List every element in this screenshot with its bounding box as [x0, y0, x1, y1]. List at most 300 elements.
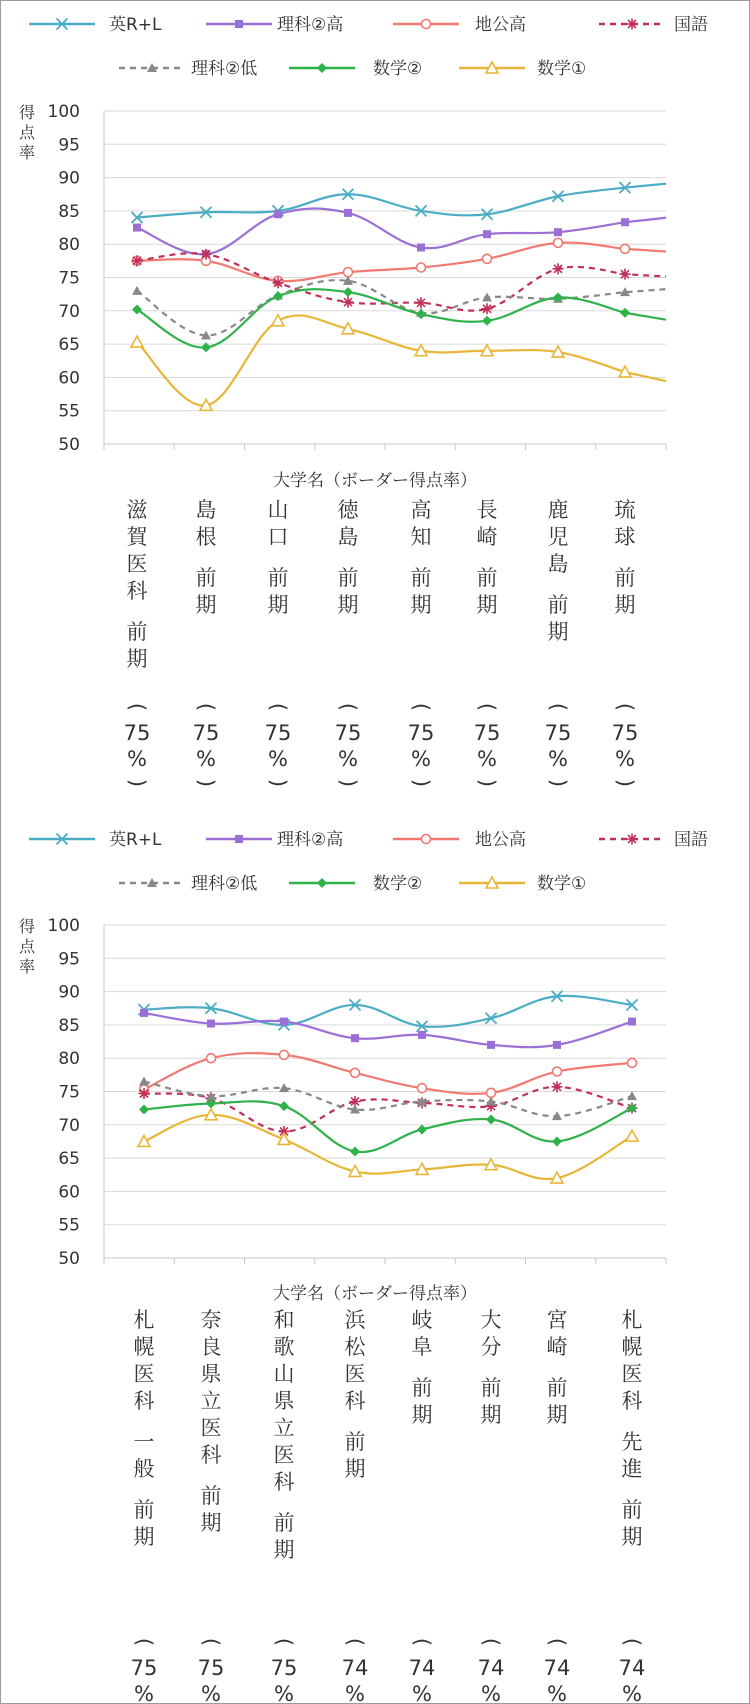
legend-marker [235, 835, 243, 843]
category-char: 医 [344, 1362, 366, 1386]
data-point [553, 1041, 561, 1049]
data-point [273, 291, 283, 301]
border-open-paren: ( [545, 1637, 569, 1647]
y-axis-label-char: 得 [18, 917, 36, 936]
border-value: 75 [407, 721, 435, 745]
y-tick-label: 95 [58, 135, 80, 156]
data-point [483, 230, 491, 238]
data-point [628, 1058, 637, 1067]
legend-marker [627, 834, 638, 845]
border-open-paren: ( [620, 1637, 644, 1647]
y-tick-label: 80 [58, 1049, 80, 1070]
y-tick-label: 80 [58, 235, 80, 256]
data-point [483, 254, 492, 263]
data-point [552, 1136, 562, 1146]
y-tick-label: 55 [58, 1215, 80, 1236]
data-point [487, 1088, 496, 1097]
data-point [628, 1018, 636, 1026]
border-open-paren: ( [343, 1637, 367, 1647]
category-char: 医 [126, 552, 148, 576]
y-tick-label: 70 [58, 301, 80, 322]
border-percent: % [338, 747, 358, 771]
legend-label: 地公高 [475, 15, 526, 35]
series-6 [131, 315, 666, 411]
data-point [417, 1124, 427, 1134]
border-value: 75 [611, 721, 639, 745]
series-2 [140, 1050, 637, 1097]
border-value: 75 [130, 1656, 158, 1680]
category-char: 札 [133, 1308, 155, 1332]
category-char: 知 [410, 525, 432, 549]
y-axis-label-char: 率 [18, 143, 36, 162]
category-border [474, 703, 501, 787]
category-label [131, 1308, 158, 1703]
category-char: 鹿 [547, 498, 569, 522]
category-char: 崎 [546, 1335, 568, 1359]
category-char: 進 [621, 1457, 643, 1481]
legend-marker [422, 20, 431, 29]
border-close-paren: ) [336, 778, 360, 788]
border-value: 74 [408, 1656, 436, 1680]
data-point [418, 1031, 426, 1039]
data-point [133, 224, 141, 232]
data-point [486, 1114, 496, 1124]
category-border [124, 703, 151, 787]
category-char: 期 [195, 593, 217, 617]
border-open-paren: ( [199, 1637, 223, 1647]
category-char: 滋 [126, 498, 148, 522]
category-char: 前 [195, 566, 217, 590]
data-point [343, 297, 354, 308]
category-char: 山 [267, 498, 289, 522]
border-percent: % [134, 1682, 154, 1703]
category-char: 札 [621, 1308, 643, 1332]
series-line [137, 289, 666, 347]
data-point [620, 308, 630, 318]
legend-label: 理科②高 [277, 15, 344, 35]
category-char: 期 [547, 620, 569, 644]
border-value: 75 [270, 1656, 298, 1680]
legend-item-4 [119, 59, 257, 79]
category-char: 期 [614, 593, 636, 617]
data-point [139, 1077, 149, 1086]
category-char: 期 [337, 593, 359, 617]
legend-label: 理科②低 [191, 874, 258, 894]
category-border [342, 1638, 369, 1703]
border-percent: % [201, 1682, 221, 1703]
category-label [342, 1308, 369, 1703]
legend-item-0 [29, 15, 162, 35]
category-char: 長 [476, 498, 498, 522]
border-percent: % [615, 747, 635, 771]
legend-label: 国語 [674, 15, 708, 35]
data-point [280, 1050, 289, 1059]
data-point [553, 1067, 562, 1076]
category-char: 期 [344, 1457, 366, 1481]
border-open-paren: ( [475, 702, 499, 712]
data-point [207, 1020, 215, 1028]
data-point [553, 263, 564, 274]
data-point [554, 238, 563, 247]
category-label [478, 1308, 505, 1703]
category-char: 前 [411, 1376, 433, 1400]
data-point [138, 1135, 150, 1146]
category-label [408, 498, 435, 787]
category-border [409, 1638, 436, 1703]
legend-item-1 [206, 15, 343, 35]
category-char: 県 [273, 1389, 295, 1413]
category-char: 崎 [476, 525, 498, 549]
series-line [144, 996, 632, 1027]
data-point [487, 1041, 495, 1049]
category-char: 高 [410, 498, 432, 522]
category-char: 賀 [126, 525, 148, 549]
category-labels [131, 1308, 646, 1703]
category-char: 宮 [546, 1308, 568, 1332]
data-point [552, 1081, 563, 1092]
legend-marker [422, 835, 431, 844]
data-point [139, 1088, 150, 1099]
y-axis-label [19, 917, 36, 976]
category-char: 琉 [614, 498, 636, 522]
border-value: 75 [334, 721, 362, 745]
border-close-paren: ) [194, 778, 218, 788]
category-border [545, 703, 572, 787]
border-open-paren: ( [272, 1637, 296, 1647]
y-tick-label: 95 [58, 949, 80, 970]
border-percent: % [196, 747, 216, 771]
category-char: 立 [273, 1416, 295, 1440]
category-char: 医 [200, 1416, 222, 1440]
border-value: 75 [192, 721, 220, 745]
category-border [198, 1638, 225, 1703]
y-tick-label: 75 [58, 268, 80, 289]
data-point [139, 1104, 149, 1114]
category-char: 岐 [411, 1308, 433, 1332]
category-char: 歌 [273, 1335, 295, 1359]
border-percent: % [345, 1682, 365, 1703]
data-point [280, 1018, 288, 1026]
category-border [335, 703, 362, 787]
border-open-paren: ( [125, 702, 149, 712]
chart-root [19, 15, 708, 787]
series-3 [139, 1081, 638, 1137]
border-percent: % [622, 1682, 642, 1703]
category-label [271, 1308, 298, 1703]
category-char: 奈 [200, 1308, 222, 1332]
legend-item-3 [599, 830, 708, 850]
category-char: 幌 [621, 1335, 643, 1359]
border-open-paren: ( [613, 702, 637, 712]
category-char: 分 [480, 1335, 502, 1359]
category-char: 島 [337, 525, 359, 549]
category-char: 期 [126, 647, 148, 671]
y-tick-label: 70 [58, 1115, 80, 1136]
border-percent: % [268, 747, 288, 771]
category-char: 期 [273, 1538, 295, 1562]
data-point [272, 315, 284, 326]
legend-label: 数学② [373, 59, 423, 79]
category-char: 球 [614, 525, 636, 549]
category-char: 前 [410, 566, 432, 590]
category-char: 前 [476, 566, 498, 590]
data-point [482, 316, 492, 326]
category-label [193, 498, 220, 787]
legend-item-6 [459, 59, 586, 79]
series-0 [132, 182, 667, 223]
data-point [273, 277, 284, 288]
category-char: 前 [344, 1430, 366, 1454]
category-char: 前 [267, 566, 289, 590]
legend [29, 15, 708, 79]
category-label [124, 498, 151, 787]
category-char: 徳 [337, 498, 359, 522]
category-char: 島 [195, 498, 217, 522]
border-close-paren: ) [266, 778, 290, 788]
category-char: 前 [200, 1484, 222, 1508]
category-char: 前 [126, 620, 148, 644]
category-label [198, 1308, 225, 1703]
category-char: 期 [133, 1525, 155, 1549]
series-line [137, 209, 666, 255]
border-value: 75 [264, 721, 292, 745]
category-char: 般 [133, 1457, 155, 1481]
series-line [137, 253, 666, 310]
category-char: 前 [480, 1376, 502, 1400]
category-char: 前 [133, 1498, 155, 1522]
category-char: 医 [133, 1362, 155, 1386]
category-char: 期 [411, 1403, 433, 1427]
x-axis-title: 大学名（ボーダー得点率） [273, 471, 477, 491]
category-border [544, 1638, 571, 1703]
category-char: 幌 [133, 1335, 155, 1359]
category-border [271, 1638, 298, 1703]
border-value: 74 [618, 1656, 646, 1680]
chart-root [19, 830, 708, 1703]
x-axis-title: 大学名（ボーダー得点率） [273, 1284, 477, 1304]
series [138, 991, 638, 1183]
border-percent: % [481, 1682, 501, 1703]
category-char: 前 [621, 1498, 643, 1522]
data-point [140, 1009, 148, 1017]
legend-item-4 [119, 874, 257, 894]
border-percent: % [412, 1682, 432, 1703]
data-point [351, 1068, 360, 1077]
legend-label: 理科②高 [277, 830, 344, 850]
category-char: 前 [546, 1376, 568, 1400]
y-tick-label: 50 [58, 435, 80, 455]
category-char: 期 [267, 593, 289, 617]
category-char: 科 [344, 1389, 366, 1413]
y-tick-label: 75 [58, 1082, 80, 1103]
category-char: 阜 [411, 1335, 433, 1359]
data-point [344, 268, 353, 277]
category-label [619, 1308, 646, 1703]
legend-label: 英R+L [109, 830, 162, 850]
category-border [265, 703, 292, 787]
data-point [626, 1130, 638, 1141]
y-axis-label-char: 得 [18, 103, 36, 122]
category-char: 一 [133, 1430, 155, 1454]
data-point [279, 1101, 289, 1111]
border-open-paren: ( [336, 702, 360, 712]
series-line [137, 184, 666, 218]
y-tick-label: 100 [47, 102, 80, 122]
category-labels [124, 498, 639, 787]
legend-label: 数学① [537, 59, 587, 79]
category-char: 立 [200, 1389, 222, 1413]
y-axis-label-char: 率 [18, 957, 36, 976]
border-close-paren: ) [475, 778, 499, 788]
y-tick-label: 50 [58, 1249, 80, 1269]
category-char: 医 [621, 1362, 643, 1386]
category-char: 科 [133, 1389, 155, 1413]
border-percent: % [477, 747, 497, 771]
data-point [627, 1091, 637, 1100]
category-char: 和 [273, 1308, 295, 1332]
category-border [193, 703, 220, 787]
border-value: 74 [477, 1656, 505, 1680]
category-char: 先 [621, 1430, 643, 1454]
category-char: 前 [614, 566, 636, 590]
category-char: 期 [480, 1403, 502, 1427]
y-axis-label [19, 103, 36, 162]
category-border [612, 703, 639, 787]
border-close-paren: ) [409, 778, 433, 788]
category-char: 前 [337, 566, 359, 590]
border-close-paren: ) [546, 778, 570, 788]
category-char: 良 [200, 1335, 222, 1359]
data-point [620, 269, 631, 280]
category-char: 松 [344, 1335, 366, 1359]
data-point [416, 297, 427, 308]
category-label [544, 1308, 571, 1703]
category-char: 期 [476, 593, 498, 617]
category-char: 期 [546, 1403, 568, 1427]
y-tick-label: 85 [58, 201, 80, 222]
series [131, 182, 666, 410]
data-point [554, 228, 562, 236]
legend-label: 数学② [373, 874, 423, 894]
border-open-paren: ( [266, 702, 290, 712]
series-line [137, 243, 666, 282]
category-char: 医 [273, 1443, 295, 1467]
border-percent: % [548, 747, 568, 771]
category-char: 県 [200, 1362, 222, 1386]
series-5 [139, 1098, 637, 1156]
category-char: 島 [547, 552, 569, 576]
category-border [408, 703, 435, 787]
border-value: 74 [341, 1656, 369, 1680]
category-border [619, 1638, 646, 1703]
category-char: 口 [267, 525, 289, 549]
legend-label: 地公高 [475, 830, 526, 850]
category-char: 児 [547, 525, 569, 549]
y-tick-label: 65 [58, 335, 80, 356]
legend-label: 理科②低 [191, 59, 258, 79]
border-open-paren: ( [194, 702, 218, 712]
category-char: 大 [480, 1308, 502, 1332]
category-char: 根 [195, 525, 217, 549]
data-point [350, 1146, 360, 1156]
category-label [265, 498, 292, 787]
data-point [344, 209, 352, 217]
border-open-paren: ( [410, 1637, 434, 1647]
border-value: 75 [197, 1656, 225, 1680]
border-percent: % [547, 1682, 567, 1703]
legend-marker [317, 878, 327, 888]
series-1 [133, 209, 666, 259]
data-point [621, 218, 629, 226]
border-value: 74 [543, 1656, 571, 1680]
category-border [131, 1638, 158, 1703]
legend-marker [235, 20, 243, 28]
legend-item-0 [29, 830, 162, 850]
legend [29, 830, 708, 894]
data-point [482, 292, 492, 301]
legend-item-5 [289, 59, 422, 79]
legend-label: 国語 [674, 830, 708, 850]
legend-item-5 [289, 874, 422, 894]
y-tick-label: 85 [58, 1015, 80, 1036]
border-open-paren: ( [409, 702, 433, 712]
category-label [474, 498, 501, 787]
data-point [207, 1054, 216, 1063]
border-percent: % [411, 747, 431, 771]
category-char: 前 [547, 593, 569, 617]
y-tick-label: 90 [58, 982, 80, 1003]
y-axis-label-char: 点 [18, 937, 36, 956]
border-open-paren: ( [479, 1637, 503, 1647]
series-3 [132, 249, 667, 315]
chart-1 [1, 1, 749, 821]
series-6 [138, 1109, 638, 1183]
y-axis-label-char: 点 [18, 123, 36, 142]
y-tick-label: 55 [58, 401, 80, 422]
legend-item-2 [393, 15, 526, 35]
border-percent: % [127, 747, 147, 771]
data-point [417, 263, 426, 272]
data-point [417, 244, 425, 252]
data-point [131, 336, 143, 347]
category-char: 前 [273, 1511, 295, 1535]
category-label [612, 498, 639, 787]
series-2 [133, 238, 667, 285]
category-char: 浜 [344, 1308, 366, 1332]
data-point [274, 210, 282, 218]
data-point [351, 1034, 359, 1042]
legend-marker [627, 19, 638, 30]
category-char: 科 [200, 1443, 222, 1467]
category-label [335, 498, 362, 787]
category-border [478, 1638, 505, 1703]
border-close-paren: ) [125, 778, 149, 788]
data-point [132, 286, 142, 295]
border-open-paren: ( [546, 702, 570, 712]
category-char: 期 [200, 1511, 222, 1535]
data-point [482, 303, 493, 314]
data-point [418, 1084, 427, 1093]
category-char: 期 [410, 593, 432, 617]
series-line [137, 315, 666, 405]
data-point [343, 287, 353, 297]
legend-label: 数学① [537, 874, 587, 894]
data-point [201, 249, 212, 260]
legend-marker [317, 63, 327, 73]
category-label [409, 1308, 436, 1703]
chart-2 [1, 821, 749, 1703]
border-value: 75 [473, 721, 501, 745]
